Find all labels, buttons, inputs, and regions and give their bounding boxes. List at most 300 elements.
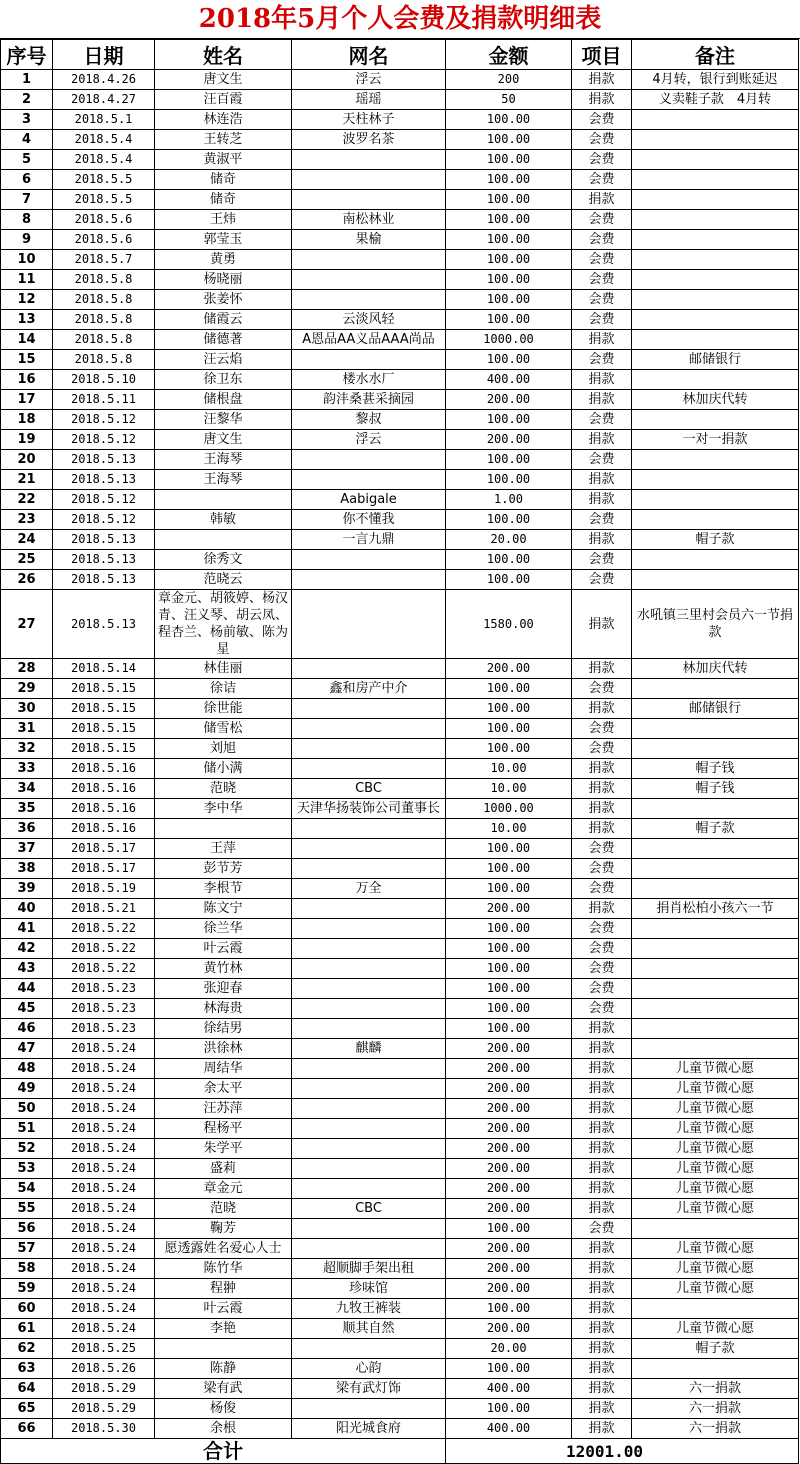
cell-nickname[interactable]: [292, 470, 446, 490]
cell-remark[interactable]: 儿童节微心愿: [632, 1099, 799, 1119]
cell-remark[interactable]: 林加庆代转: [632, 390, 799, 410]
cell-index[interactable]: 19: [1, 430, 53, 450]
cell-nickname[interactable]: 黎叔: [292, 410, 446, 430]
cell-remark[interactable]: 帽子钱: [632, 759, 799, 779]
cell-amount[interactable]: 100.00: [446, 879, 572, 899]
cell-item[interactable]: 会费: [572, 110, 632, 130]
cell-amount[interactable]: 100.00: [446, 150, 572, 170]
cell-amount[interactable]: 100.00: [446, 230, 572, 250]
cell-item[interactable]: 捐款: [572, 490, 632, 510]
cell-index[interactable]: 32: [1, 739, 53, 759]
cell-amount[interactable]: 200.00: [446, 390, 572, 410]
cell-index[interactable]: 57: [1, 1239, 53, 1259]
cell-amount[interactable]: 100.00: [446, 999, 572, 1019]
cell-date[interactable]: 2018.5.13: [53, 530, 155, 550]
cell-amount[interactable]: 100.00: [446, 110, 572, 130]
cell-date[interactable]: 2018.5.16: [53, 759, 155, 779]
cell-index[interactable]: 26: [1, 570, 53, 590]
cell-index[interactable]: 12: [1, 290, 53, 310]
cell-nickname[interactable]: A恩品AA义品AAA尚品: [292, 330, 446, 350]
cell-date[interactable]: 2018.5.1: [53, 110, 155, 130]
cell-name[interactable]: [155, 819, 292, 839]
cell-index[interactable]: 31: [1, 719, 53, 739]
cell-nickname[interactable]: [292, 739, 446, 759]
cell-remark[interactable]: 帽子款: [632, 1339, 799, 1359]
cell-amount[interactable]: 100.00: [446, 1359, 572, 1379]
cell-amount[interactable]: 100.00: [446, 410, 572, 430]
cell-date[interactable]: 2018.5.13: [53, 570, 155, 590]
cell-remark[interactable]: [632, 939, 799, 959]
cell-remark[interactable]: [632, 510, 799, 530]
cell-name[interactable]: 陈静: [155, 1359, 292, 1379]
cell-name[interactable]: 叶云霞: [155, 1299, 292, 1319]
cell-nickname[interactable]: [292, 839, 446, 859]
cell-nickname[interactable]: CBC: [292, 779, 446, 799]
cell-date[interactable]: 2018.5.24: [53, 1139, 155, 1159]
cell-remark[interactable]: 儿童节微心愿: [632, 1319, 799, 1339]
cell-nickname[interactable]: [292, 1339, 446, 1359]
cell-date[interactable]: 2018.5.24: [53, 1259, 155, 1279]
cell-remark[interactable]: [632, 839, 799, 859]
cell-name[interactable]: 储德著: [155, 330, 292, 350]
cell-name[interactable]: 徐卫东: [155, 370, 292, 390]
cell-date[interactable]: 2018.5.8: [53, 310, 155, 330]
cell-amount[interactable]: 400.00: [446, 1379, 572, 1399]
cell-name[interactable]: 梁有武: [155, 1379, 292, 1399]
cell-amount[interactable]: 100.00: [446, 1299, 572, 1319]
header-date[interactable]: 日期: [53, 40, 155, 70]
cell-nickname[interactable]: 瑶瑶: [292, 90, 446, 110]
cell-amount[interactable]: 100.00: [446, 130, 572, 150]
cell-amount[interactable]: 10.00: [446, 779, 572, 799]
cell-amount[interactable]: 10.00: [446, 759, 572, 779]
cell-nickname[interactable]: 心韵: [292, 1359, 446, 1379]
cell-date[interactable]: 2018.5.24: [53, 1159, 155, 1179]
cell-name[interactable]: 储奇: [155, 170, 292, 190]
cell-item[interactable]: 捐款: [572, 1119, 632, 1139]
cell-date[interactable]: 2018.5.22: [53, 959, 155, 979]
cell-date[interactable]: 2018.5.13: [53, 550, 155, 570]
cell-date[interactable]: 2018.5.16: [53, 819, 155, 839]
cell-item[interactable]: 会费: [572, 410, 632, 430]
cell-index[interactable]: 49: [1, 1079, 53, 1099]
cell-index[interactable]: 34: [1, 779, 53, 799]
cell-nickname[interactable]: [292, 1119, 446, 1139]
header-name[interactable]: 姓名: [155, 40, 292, 70]
cell-remark[interactable]: 帽子钱: [632, 779, 799, 799]
cell-nickname[interactable]: [292, 270, 446, 290]
cell-index[interactable]: 65: [1, 1399, 53, 1419]
cell-index[interactable]: 11: [1, 270, 53, 290]
cell-amount[interactable]: 100.00: [446, 739, 572, 759]
cell-name[interactable]: 汪云焰: [155, 350, 292, 370]
cell-remark[interactable]: 帽子款: [632, 819, 799, 839]
cell-name[interactable]: 徐秀文: [155, 550, 292, 570]
cell-name[interactable]: [155, 1339, 292, 1359]
cell-nickname[interactable]: 鑫和房产中介: [292, 679, 446, 699]
cell-remark[interactable]: [632, 739, 799, 759]
cell-index[interactable]: 44: [1, 979, 53, 999]
cell-item[interactable]: 捐款: [572, 799, 632, 819]
cell-nickname[interactable]: 梁有武灯饰: [292, 1379, 446, 1399]
cell-amount[interactable]: 400.00: [446, 1419, 572, 1439]
cell-index[interactable]: 46: [1, 1019, 53, 1039]
cell-remark[interactable]: [632, 170, 799, 190]
cell-item[interactable]: 捐款: [572, 430, 632, 450]
cell-item[interactable]: 捐款: [572, 1299, 632, 1319]
cell-date[interactable]: 2018.5.5: [53, 190, 155, 210]
cell-remark[interactable]: 帽子款: [632, 530, 799, 550]
cell-item[interactable]: 捐款: [572, 1199, 632, 1219]
cell-index[interactable]: 51: [1, 1119, 53, 1139]
cell-item[interactable]: 会费: [572, 150, 632, 170]
cell-amount[interactable]: 200.00: [446, 1179, 572, 1199]
cell-date[interactable]: 2018.5.11: [53, 390, 155, 410]
cell-nickname[interactable]: [292, 570, 446, 590]
cell-item[interactable]: 捐款: [572, 1019, 632, 1039]
cell-amount[interactable]: 200.00: [446, 1319, 572, 1339]
cell-index[interactable]: 13: [1, 310, 53, 330]
cell-date[interactable]: 2018.5.21: [53, 899, 155, 919]
cell-date[interactable]: 2018.5.15: [53, 719, 155, 739]
cell-amount[interactable]: 100.00: [446, 270, 572, 290]
cell-index[interactable]: 54: [1, 1179, 53, 1199]
cell-item[interactable]: 会费: [572, 979, 632, 999]
cell-remark[interactable]: [632, 150, 799, 170]
cell-amount[interactable]: 200.00: [446, 1139, 572, 1159]
cell-nickname[interactable]: [292, 1059, 446, 1079]
cell-index[interactable]: 52: [1, 1139, 53, 1159]
cell-name[interactable]: 陈竹华: [155, 1259, 292, 1279]
header-nickname[interactable]: 网名: [292, 40, 446, 70]
cell-nickname[interactable]: [292, 150, 446, 170]
cell-remark[interactable]: 六一捐款: [632, 1399, 799, 1419]
cell-name[interactable]: 王萍: [155, 839, 292, 859]
cell-name[interactable]: 王海琴: [155, 450, 292, 470]
cell-amount[interactable]: 100.00: [446, 1399, 572, 1419]
cell-nickname[interactable]: [292, 919, 446, 939]
cell-amount[interactable]: 200.00: [446, 1079, 572, 1099]
cell-amount[interactable]: 50: [446, 90, 572, 110]
cell-remark[interactable]: [632, 250, 799, 270]
cell-date[interactable]: 2018.5.17: [53, 859, 155, 879]
cell-index[interactable]: 2: [1, 90, 53, 110]
cell-remark[interactable]: [632, 410, 799, 430]
cell-amount[interactable]: 10.00: [446, 819, 572, 839]
cell-name[interactable]: 唐文生: [155, 70, 292, 90]
cell-date[interactable]: 2018.5.13: [53, 450, 155, 470]
cell-amount[interactable]: 200.00: [446, 1099, 572, 1119]
cell-nickname[interactable]: [292, 699, 446, 719]
cell-remark[interactable]: [632, 470, 799, 490]
cell-item[interactable]: 捐款: [572, 330, 632, 350]
header-index[interactable]: 序号: [1, 40, 53, 70]
cell-nickname[interactable]: 云淡风轻: [292, 310, 446, 330]
cell-item[interactable]: 会费: [572, 570, 632, 590]
cell-name[interactable]: 林连浩: [155, 110, 292, 130]
cell-nickname[interactable]: 楼水水厂: [292, 370, 446, 390]
cell-item[interactable]: 捐款: [572, 819, 632, 839]
cell-amount[interactable]: 100.00: [446, 210, 572, 230]
cell-date[interactable]: 2018.5.12: [53, 510, 155, 530]
cell-index[interactable]: 17: [1, 390, 53, 410]
cell-amount[interactable]: 200.00: [446, 1119, 572, 1139]
cell-date[interactable]: 2018.5.10: [53, 370, 155, 390]
cell-nickname[interactable]: 波罗名茶: [292, 130, 446, 150]
cell-index[interactable]: 40: [1, 899, 53, 919]
cell-item[interactable]: 捐款: [572, 1239, 632, 1259]
cell-index[interactable]: 59: [1, 1279, 53, 1299]
cell-remark[interactable]: 水吼镇三里村会员六一节捐款: [632, 590, 799, 659]
cell-item[interactable]: 捐款: [572, 1179, 632, 1199]
cell-name[interactable]: 愿透露姓名爱心人士: [155, 1239, 292, 1259]
cell-index[interactable]: 63: [1, 1359, 53, 1379]
cell-date[interactable]: 2018.5.24: [53, 1299, 155, 1319]
cell-date[interactable]: 2018.5.24: [53, 1099, 155, 1119]
cell-nickname[interactable]: 你不懂我: [292, 510, 446, 530]
cell-item[interactable]: 捐款: [572, 190, 632, 210]
cell-item[interactable]: 捐款: [572, 779, 632, 799]
cell-date[interactable]: 2018.5.6: [53, 230, 155, 250]
cell-name[interactable]: 盛莉: [155, 1159, 292, 1179]
cell-nickname[interactable]: [292, 1099, 446, 1119]
cell-nickname[interactable]: [292, 1139, 446, 1159]
cell-nickname[interactable]: [292, 550, 446, 570]
cell-amount[interactable]: 100.00: [446, 190, 572, 210]
cell-amount[interactable]: 200.00: [446, 430, 572, 450]
cell-item[interactable]: 会费: [572, 839, 632, 859]
cell-remark[interactable]: 儿童节微心愿: [632, 1139, 799, 1159]
cell-date[interactable]: 2018.5.29: [53, 1399, 155, 1419]
cell-amount[interactable]: 200.00: [446, 1159, 572, 1179]
cell-remark[interactable]: [632, 799, 799, 819]
cell-date[interactable]: 2018.5.15: [53, 699, 155, 719]
cell-date[interactable]: 2018.5.15: [53, 739, 155, 759]
cell-name[interactable]: 林海贵: [155, 999, 292, 1019]
cell-name[interactable]: 张姜怀: [155, 290, 292, 310]
cell-amount[interactable]: 200.00: [446, 1259, 572, 1279]
cell-index[interactable]: 43: [1, 959, 53, 979]
cell-index[interactable]: 25: [1, 550, 53, 570]
cell-index[interactable]: 21: [1, 470, 53, 490]
cell-amount[interactable]: 100.00: [446, 979, 572, 999]
cell-name[interactable]: 鞠芳: [155, 1219, 292, 1239]
cell-name[interactable]: [155, 490, 292, 510]
cell-name[interactable]: 王转芝: [155, 130, 292, 150]
cell-name[interactable]: 郭莹玉: [155, 230, 292, 250]
header-remark[interactable]: 备注: [632, 40, 799, 70]
cell-index[interactable]: 7: [1, 190, 53, 210]
cell-nickname[interactable]: [292, 590, 446, 659]
cell-remark[interactable]: [632, 999, 799, 1019]
cell-item[interactable]: 捐款: [572, 1059, 632, 1079]
cell-date[interactable]: 2018.5.14: [53, 659, 155, 679]
cell-remark[interactable]: [632, 110, 799, 130]
cell-date[interactable]: 2018.5.24: [53, 1199, 155, 1219]
cell-amount[interactable]: 100.00: [446, 570, 572, 590]
cell-remark[interactable]: 儿童节微心愿: [632, 1079, 799, 1099]
cell-nickname[interactable]: 南松林业: [292, 210, 446, 230]
cell-name[interactable]: [155, 530, 292, 550]
cell-remark[interactable]: 儿童节微心愿: [632, 1159, 799, 1179]
cell-nickname[interactable]: [292, 170, 446, 190]
cell-amount[interactable]: 100.00: [446, 250, 572, 270]
cell-item[interactable]: 会费: [572, 450, 632, 470]
cell-remark[interactable]: [632, 490, 799, 510]
cell-name[interactable]: 陈文宁: [155, 899, 292, 919]
cell-remark[interactable]: 六一捐款: [632, 1379, 799, 1399]
cell-amount[interactable]: 100.00: [446, 550, 572, 570]
cell-date[interactable]: 2018.5.25: [53, 1339, 155, 1359]
cell-nickname[interactable]: 万全: [292, 879, 446, 899]
cell-amount[interactable]: 100.00: [446, 510, 572, 530]
cell-date[interactable]: 2018.5.22: [53, 919, 155, 939]
cell-index[interactable]: 14: [1, 330, 53, 350]
cell-remark[interactable]: [632, 1219, 799, 1239]
cell-nickname[interactable]: 浮云: [292, 70, 446, 90]
cell-date[interactable]: 2018.5.17: [53, 839, 155, 859]
cell-item[interactable]: 捐款: [572, 699, 632, 719]
cell-nickname[interactable]: 九牧王裤装: [292, 1299, 446, 1319]
cell-item[interactable]: 捐款: [572, 90, 632, 110]
cell-remark[interactable]: 4月转，银行到账延迟: [632, 70, 799, 90]
cell-date[interactable]: 2018.5.23: [53, 999, 155, 1019]
cell-remark[interactable]: [632, 879, 799, 899]
cell-date[interactable]: 2018.5.8: [53, 330, 155, 350]
cell-item[interactable]: 会费: [572, 719, 632, 739]
cell-name[interactable]: 余根: [155, 1419, 292, 1439]
cell-index[interactable]: 28: [1, 659, 53, 679]
cell-remark[interactable]: 六一捐款: [632, 1419, 799, 1439]
cell-index[interactable]: 45: [1, 999, 53, 1019]
cell-item[interactable]: 会费: [572, 919, 632, 939]
cell-index[interactable]: 10: [1, 250, 53, 270]
cell-name[interactable]: 范晓云: [155, 570, 292, 590]
cell-name[interactable]: 韩敏: [155, 510, 292, 530]
cell-remark[interactable]: [632, 230, 799, 250]
total-label[interactable]: 合计: [1, 1439, 446, 1464]
cell-amount[interactable]: 100.00: [446, 1219, 572, 1239]
cell-nickname[interactable]: 阳光城食府: [292, 1419, 446, 1439]
cell-item[interactable]: 捐款: [572, 759, 632, 779]
cell-remark[interactable]: [632, 310, 799, 330]
cell-remark[interactable]: 儿童节微心愿: [632, 1059, 799, 1079]
cell-name[interactable]: 黄竹林: [155, 959, 292, 979]
cell-index[interactable]: 61: [1, 1319, 53, 1339]
cell-name[interactable]: 林佳丽: [155, 659, 292, 679]
cell-amount[interactable]: 20.00: [446, 1339, 572, 1359]
cell-date[interactable]: 2018.5.23: [53, 979, 155, 999]
cell-nickname[interactable]: [292, 250, 446, 270]
cell-remark[interactable]: [632, 570, 799, 590]
cell-remark[interactable]: 邮储银行: [632, 350, 799, 370]
cell-item[interactable]: 会费: [572, 230, 632, 250]
cell-remark[interactable]: 一对一捐款: [632, 430, 799, 450]
cell-date[interactable]: 2018.5.4: [53, 150, 155, 170]
cell-date[interactable]: 2018.5.24: [53, 1119, 155, 1139]
cell-item[interactable]: 捐款: [572, 530, 632, 550]
cell-amount[interactable]: 1.00: [446, 490, 572, 510]
cell-date[interactable]: 2018.5.4: [53, 130, 155, 150]
cell-name[interactable]: 黄勇: [155, 250, 292, 270]
cell-remark[interactable]: [632, 1039, 799, 1059]
cell-date[interactable]: 2018.5.15: [53, 679, 155, 699]
cell-remark[interactable]: 儿童节微心愿: [632, 1259, 799, 1279]
cell-nickname[interactable]: 一言九鼎: [292, 530, 446, 550]
cell-date[interactable]: 2018.5.6: [53, 210, 155, 230]
cell-amount[interactable]: 200.00: [446, 899, 572, 919]
total-amount[interactable]: 12001.00: [446, 1439, 799, 1464]
cell-name[interactable]: 杨俊: [155, 1399, 292, 1419]
cell-nickname[interactable]: [292, 1179, 446, 1199]
cell-name[interactable]: 李根节: [155, 879, 292, 899]
cell-nickname[interactable]: [292, 1239, 446, 1259]
cell-amount[interactable]: 100.00: [446, 699, 572, 719]
cell-amount[interactable]: 1580.00: [446, 590, 572, 659]
cell-index[interactable]: 16: [1, 370, 53, 390]
cell-index[interactable]: 35: [1, 799, 53, 819]
cell-remark[interactable]: 儿童节微心愿: [632, 1199, 799, 1219]
cell-date[interactable]: 2018.5.8: [53, 270, 155, 290]
cell-name[interactable]: 储雪松: [155, 719, 292, 739]
cell-nickname[interactable]: [292, 859, 446, 879]
cell-amount[interactable]: 100.00: [446, 450, 572, 470]
cell-nickname[interactable]: 天柱林子: [292, 110, 446, 130]
cell-remark[interactable]: [632, 290, 799, 310]
cell-date[interactable]: 2018.5.24: [53, 1039, 155, 1059]
cell-name[interactable]: 范晓: [155, 1199, 292, 1219]
cell-index[interactable]: 15: [1, 350, 53, 370]
cell-name[interactable]: 汪苏萍: [155, 1099, 292, 1119]
cell-item[interactable]: 会费: [572, 999, 632, 1019]
cell-item[interactable]: 捐款: [572, 70, 632, 90]
cell-index[interactable]: 60: [1, 1299, 53, 1319]
cell-amount[interactable]: 100.00: [446, 939, 572, 959]
cell-name[interactable]: 朱学平: [155, 1139, 292, 1159]
cell-remark[interactable]: [632, 210, 799, 230]
cell-index[interactable]: 6: [1, 170, 53, 190]
cell-date[interactable]: 2018.5.22: [53, 939, 155, 959]
cell-nickname[interactable]: [292, 719, 446, 739]
cell-name[interactable]: 储根盘: [155, 390, 292, 410]
cell-nickname[interactable]: 浮云: [292, 430, 446, 450]
cell-amount[interactable]: 200.00: [446, 1279, 572, 1299]
cell-item[interactable]: 捐款: [572, 1379, 632, 1399]
cell-date[interactable]: 2018.5.19: [53, 879, 155, 899]
cell-date[interactable]: 2018.5.8: [53, 350, 155, 370]
cell-index[interactable]: 53: [1, 1159, 53, 1179]
cell-item[interactable]: 捐款: [572, 1259, 632, 1279]
cell-item[interactable]: 会费: [572, 310, 632, 330]
cell-name[interactable]: 汪黎华: [155, 410, 292, 430]
cell-index[interactable]: 66: [1, 1419, 53, 1439]
cell-nickname[interactable]: [292, 1219, 446, 1239]
cell-name[interactable]: 范晓: [155, 779, 292, 799]
cell-index[interactable]: 56: [1, 1219, 53, 1239]
cell-item[interactable]: 捐款: [572, 470, 632, 490]
cell-nickname[interactable]: 超顺脚手架出租: [292, 1259, 446, 1279]
cell-name[interactable]: 汪百霞: [155, 90, 292, 110]
cell-name[interactable]: 徐世能: [155, 699, 292, 719]
cell-index[interactable]: 27: [1, 590, 53, 659]
cell-amount[interactable]: 100.00: [446, 350, 572, 370]
cell-name[interactable]: 王海琴: [155, 470, 292, 490]
cell-nickname[interactable]: [292, 899, 446, 919]
cell-remark[interactable]: 儿童节微心愿: [632, 1179, 799, 1199]
cell-index[interactable]: 8: [1, 210, 53, 230]
cell-index[interactable]: 4: [1, 130, 53, 150]
cell-index[interactable]: 29: [1, 679, 53, 699]
